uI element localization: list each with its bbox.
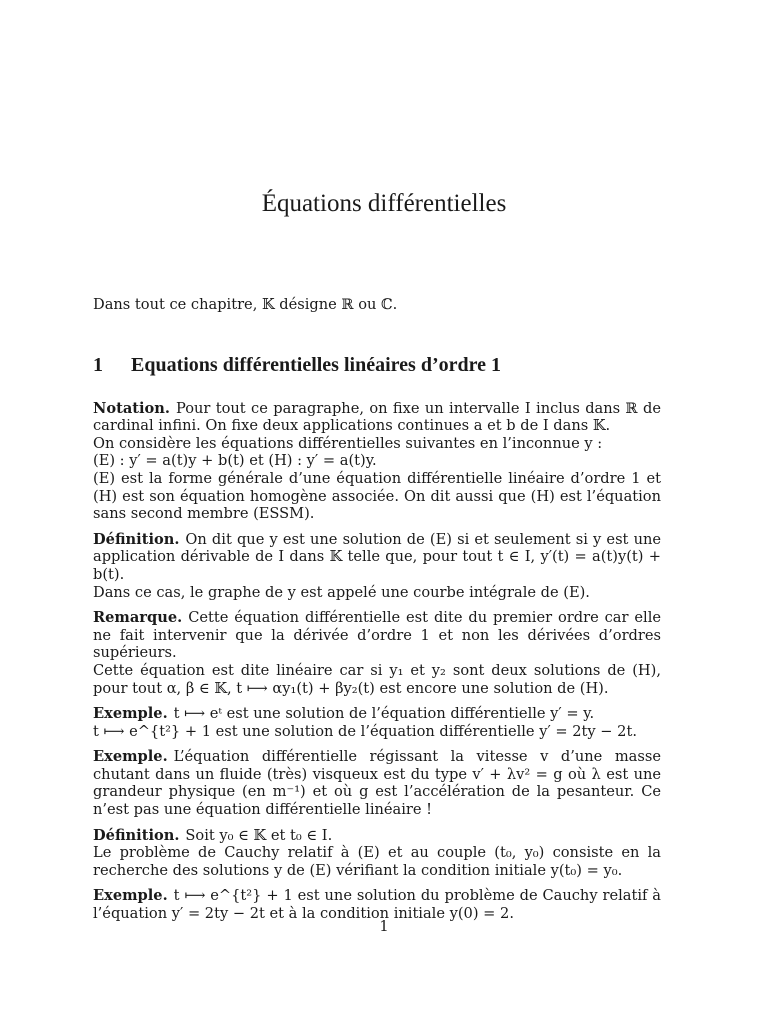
block-text: Dans ce cas, le graphe de y est appelé une courbe intégrale de (E). — [93, 583, 590, 601]
block-text: Cette équation différentielle est dite du premier ordre car elle ne fait intervenir que la dérivée d’ordre 1 et non les dérivées d’ordres supérieurs. — [93, 609, 661, 662]
block-text: On considère les équations différentielles suivantes en l’inconnue y : — [93, 434, 603, 452]
block-text: Le problème de Cauchy relatif à (E) et au couple (t₀, y₀) consiste en la recherche des solutions y de (E) vérifiant la condition initiale y(t₀) = y₀. — [93, 844, 661, 879]
section-number: 1 — [93, 353, 103, 376]
block-text: t ⟼ e^{t²} + 1 est une solution de l’équation différentielle y′ = 2ty − 2t. — [93, 722, 637, 740]
block-text: Pour tout ce paragraphe, on fixe un intervalle I inclus dans ℝ de cardinal infini. On fixe deux applications continues a et b de I dans 𝕂. — [93, 399, 661, 435]
page-title: Équations différentielles — [261, 190, 507, 217]
equation-line: (E) : y′ = a(t)y + b(t) et (H) : y′ = a(t)y. — [93, 452, 377, 470]
block-text: Soit y₀ ∈ 𝕂 et t₀ ∈ I. — [185, 826, 333, 844]
block-label: Notation. — [93, 399, 170, 417]
definition-block — [93, 531, 661, 601]
definition-block — [93, 827, 661, 880]
block-label: Remarque. — [93, 609, 183, 627]
example-block — [93, 705, 661, 740]
block-text: (E) est la forme générale d’une équation différentielle linéaire d’ordre 1 et (H) est son équation homogène associée. On dit aussi que (H) est l’équation sans second membre (ESSM). — [93, 469, 661, 523]
remark-block — [93, 609, 661, 697]
example-block — [93, 748, 661, 818]
block-label: Exemple. — [93, 748, 168, 766]
block-text: t ⟼ e^{t²} + 1 est une solution du problème de Cauchy relatif à l’équation y′ = 2ty − 2t et à la condition initiale y(0) = 2. — [93, 887, 661, 923]
section-heading — [93, 352, 661, 378]
block-text: t ⟼ eᵗ est une solution de l’équation différentielle y′ = y. — [173, 705, 595, 723]
block-label: Définition. — [93, 826, 180, 844]
block-label: Définition. — [93, 530, 180, 548]
page-number: 1 — [379, 918, 389, 935]
block-text: L’équation différentielle régissant la vitesse v d’une masse chutant dans un fluide (très) visqueux est du type v′ + λv² = g où λ est une grandeur physique (en m⁻¹) et où g est l’accélération de la pesanteur. Ce n’est pas une équation différentielle linéaire ! — [93, 748, 661, 819]
section-title: Equations différentielles linéaires d’ordre 1 — [131, 353, 501, 376]
block-text: On dit que y est une solution de (E) si et seulement si y est une application dérivable de I dans 𝕂 telle que, pour tout t ∈ I, y′(t) = a(t)y(t) + b(t). — [93, 530, 661, 583]
intro-text: Dans tout ce chapitre, 𝕂 désigne ℝ ou ℂ. — [93, 296, 398, 313]
block-label: Exemple. — [93, 887, 168, 905]
block-text: Cette équation est dite linéaire car si y₁ et y₂ sont deux solutions de (H), pour tout α, β ∈ 𝕂, t ⟼ αy₁(t) + βy₂(t) est encore une solution de (H). — [93, 661, 661, 697]
document-body — [93, 296, 661, 931]
notation-block — [93, 400, 661, 523]
block-label: Exemple. — [93, 705, 168, 723]
